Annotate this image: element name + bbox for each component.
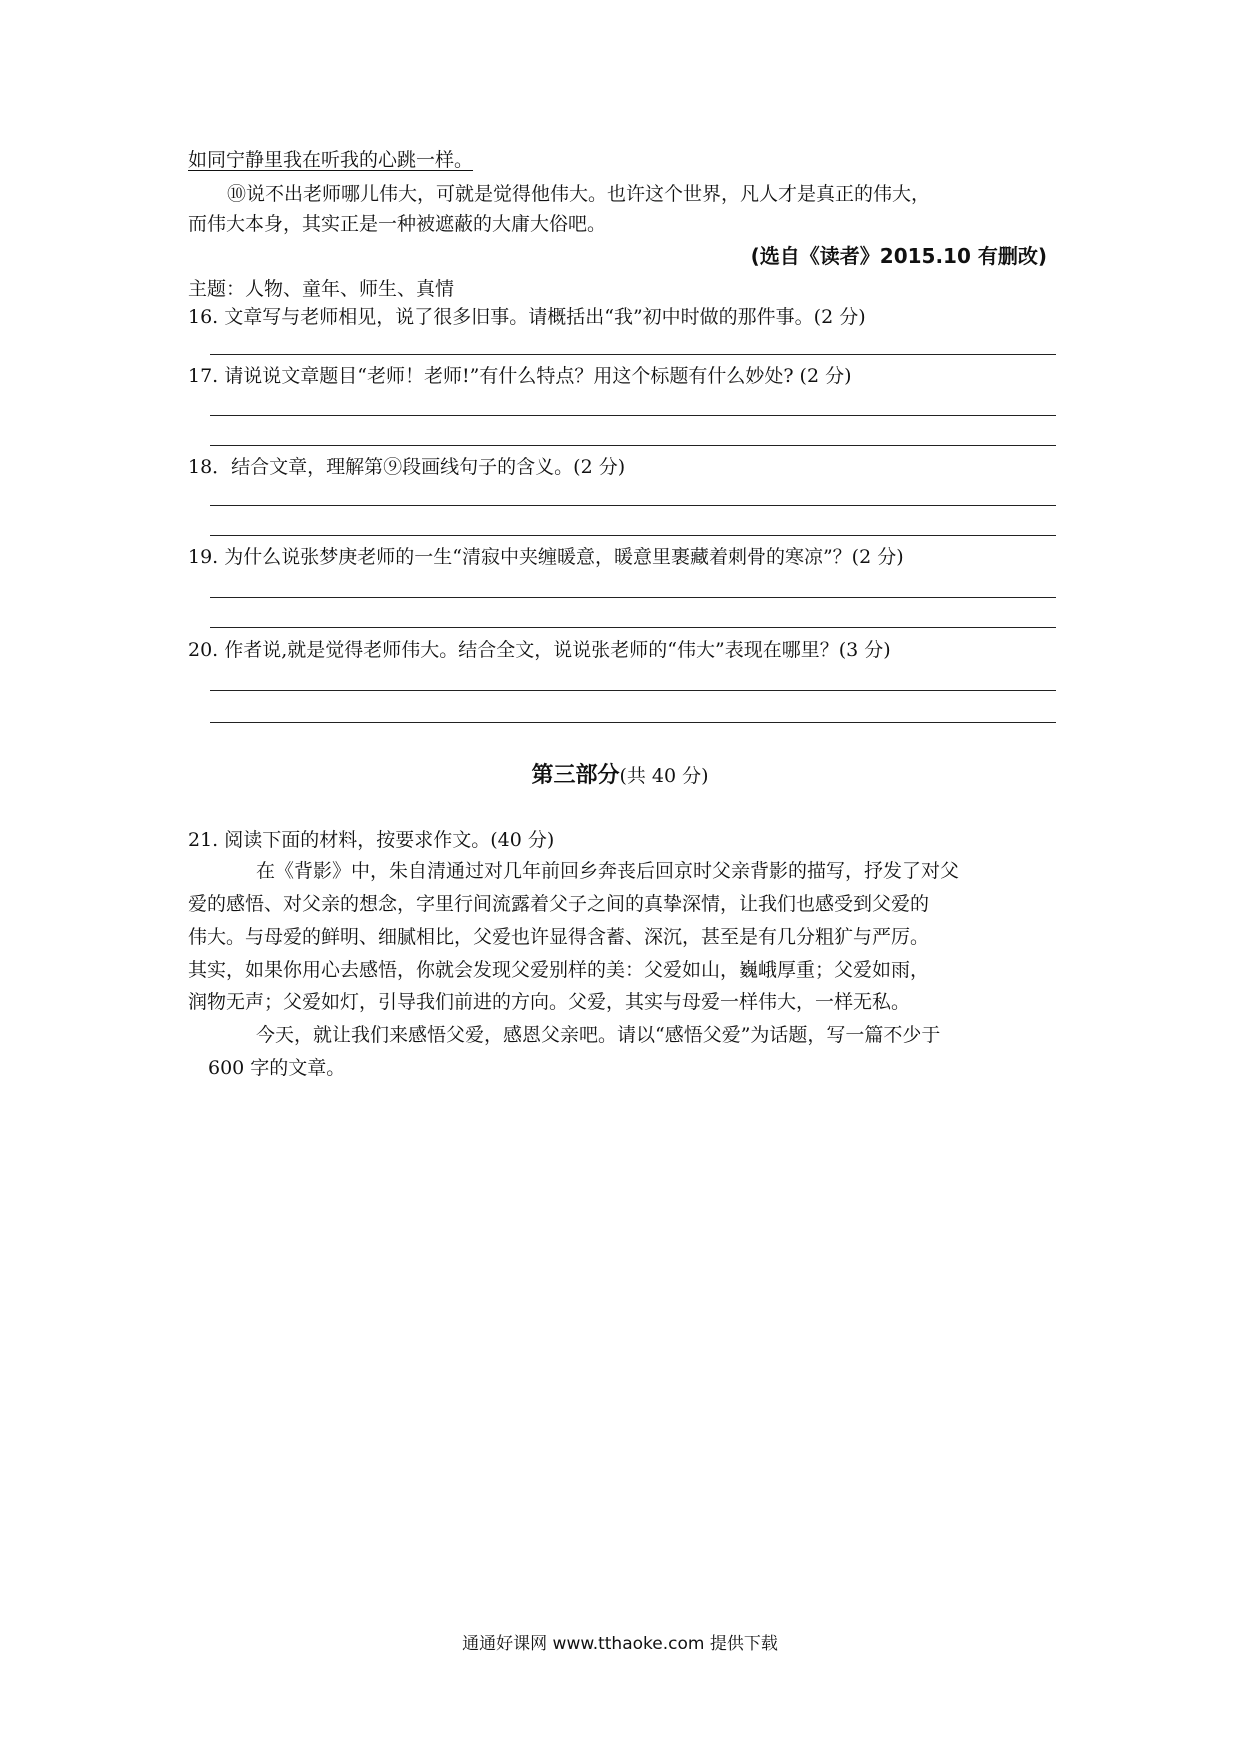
essay-material-line-3: 伟大。与母爱的鲜明、细腻相比，父爱也许显得含蓄、深沉，甚至是有几分粗犷与严厉。 [188, 926, 930, 948]
answer-line-19-1[interactable] [210, 597, 1056, 598]
answer-line-17-2[interactable] [210, 445, 1056, 446]
passage-source: (选自《读者》2015.10 有删改) [750, 244, 1047, 268]
answer-line-16-1[interactable] [210, 354, 1056, 355]
underlined-passage-line: 如同宁静里我在听我的心跳一样。 [188, 149, 474, 171]
paragraph-10-line-1: ⑩说不出老师哪儿伟大，可就是觉得他伟大。也许这个世界，凡人才是真正的伟大， [227, 183, 931, 205]
essay-prompt-line-1: 今天，就让我们来感悟父爱，感恩父亲吧。请以“感悟父爱”为话题，写一篇不少于 [256, 1024, 941, 1046]
essay-material-line-1: 在《背影》中，朱自清通过对几年前回乡奔丧后回京时父亲背影的描写，抒发了对父 [256, 860, 960, 882]
question-21: 21. 阅读下面的材料，按要求作文。(40 分) [188, 829, 555, 851]
answer-line-20-1[interactable] [210, 690, 1056, 691]
section-3-title-main: 第三部分 [531, 762, 620, 788]
footer-watermark: 通通好课网 www.tthaoke.com 提供下载 [462, 1634, 778, 1654]
answer-line-19-2[interactable] [210, 627, 1056, 628]
question-16: 16. 文章写与老师相见，说了很多旧事。请概括出“我”初中时做的那件事。(2 分) [188, 306, 866, 328]
section-3-points: (共 40 分) [619, 765, 709, 787]
essay-material-line-2: 爱的感悟、对父亲的想念，字里行间流露着父子之间的真挚深情，让我们也感受到父爱的 [188, 893, 930, 915]
question-17: 17. 请说说文章题目“老师！老师!”有什么特点？用这个标题有什么妙处? (2 分) [188, 365, 852, 387]
section-3-title [0, 760, 1240, 791]
question-18: 18．结合文章，理解第⑨段画线句子的含义。(2 分) [188, 456, 626, 478]
question-20: 20. 作者说,就是觉得老师伟大。结合全文，说说张老师的“伟大”表现在哪里？(3 分) [188, 639, 891, 661]
answer-line-18-1[interactable] [210, 505, 1056, 506]
essay-material-line-5: 润物无声；父爱如灯，引导我们前进的方向。父爱，其实与母爱一样伟大，一样无私。 [188, 991, 911, 1013]
passage-theme: 主题：人物、童年、师生、真情 [188, 278, 455, 300]
answer-line-20-2[interactable] [210, 722, 1056, 723]
answer-line-17-1[interactable] [210, 415, 1056, 416]
essay-material-line-4: 其实，如果你用心去感悟，你就会发现父爱别样的美：父爱如山，巍峨厚重；父爱如雨， [188, 959, 930, 981]
essay-prompt-line-2: 600 字的文章。 [208, 1057, 346, 1079]
answer-line-18-2[interactable] [210, 535, 1056, 536]
question-19: 19. 为什么说张梦庚老师的一生“清寂中夹缠暖意，暖意里裹藏着刺骨的寒凉”？(2 分) [188, 546, 904, 568]
paragraph-10-line-2: 而伟大本身，其实正是一种被遮蔽的大庸大俗吧。 [188, 213, 607, 235]
